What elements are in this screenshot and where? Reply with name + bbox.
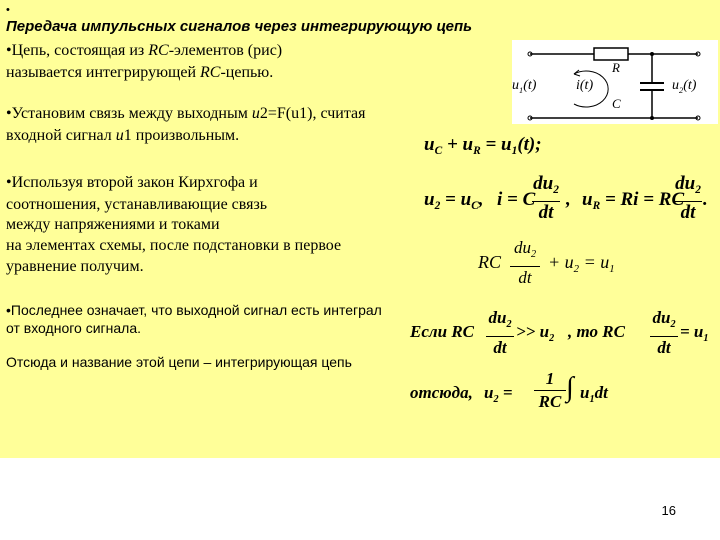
label-r: R bbox=[612, 60, 620, 75]
eq5-u2: $u_2$ = bbox=[484, 383, 513, 405]
rc-circuit-diagram bbox=[512, 40, 718, 124]
paragraph-3-line-2: соотношения, устанавливающие связь bbox=[6, 196, 268, 213]
paragraph-4-line-2: от входного сигнала. bbox=[6, 320, 141, 336]
eq4-fraction-1: $du_2$ dt bbox=[486, 308, 514, 358]
text: Последнее означает, что выходной сигнал есть интеграл bbox=[10, 302, 382, 318]
eq4-then: , то RC bbox=[568, 322, 625, 341]
paragraph-1-line-1 bbox=[6, 42, 282, 60]
u-term: u bbox=[251, 105, 260, 122]
text: называется интегрирующей bbox=[6, 64, 200, 81]
eq-u2-uc: $u_2 = u_C$, bbox=[424, 189, 484, 212]
bullet: • bbox=[6, 174, 12, 191]
slide-title: Передача импульсных сигналов через интегрирующую цепь bbox=[6, 18, 473, 35]
text: -элементов (рис) bbox=[168, 42, 283, 59]
eq-dot: . bbox=[703, 189, 708, 210]
eq-i-fraction: $du_2$ dt bbox=[533, 173, 559, 223]
text: -цепью. bbox=[220, 64, 274, 81]
label-c: C bbox=[612, 96, 621, 111]
text: входной сигнал bbox=[6, 127, 116, 144]
text: 1 произвольным. bbox=[123, 127, 240, 144]
paragraph-3-line-5: уравнение получим. bbox=[6, 258, 144, 275]
eq4-if: Если RC bbox=[410, 322, 474, 341]
label-u1: $u_1(t)$ bbox=[512, 78, 537, 95]
paragraph-1-line-2 bbox=[6, 64, 273, 82]
bullet: • bbox=[6, 42, 12, 59]
paragraph-3-line-3: между напряжениями и токами bbox=[6, 216, 220, 233]
paragraph-2-line-2 bbox=[6, 127, 239, 145]
eq5-from: отсюда, bbox=[410, 383, 473, 402]
paragraph-3-line-4: на элементах схемы, после подстановки в первое bbox=[6, 237, 342, 254]
eq5-fraction: 1 RC bbox=[534, 369, 566, 412]
text: Используя второй закон Кирхгофа и bbox=[11, 174, 258, 191]
resistor-symbol bbox=[594, 48, 628, 60]
text: 2=F(u1), считая bbox=[259, 105, 366, 122]
eq-i-label: i = C bbox=[497, 189, 536, 210]
eq4-fraction-2: $du_2$ dt bbox=[650, 308, 678, 358]
paragraph-4-line-1 bbox=[6, 302, 382, 318]
eq4-gg: >> $u_2$ bbox=[516, 322, 555, 344]
text: Цепь, состоящая из bbox=[11, 42, 149, 59]
paragraph-5-line-1: Отсюда и название этой цепи – интегрирующая цепь bbox=[6, 354, 352, 370]
eq-ur-fraction: $du_2$ dt bbox=[675, 173, 701, 223]
eq4-eq: = $u_1$ bbox=[680, 322, 709, 344]
text: Установим связь между выходным bbox=[11, 105, 252, 122]
eq3-rest: + $u_2 = u_1$ bbox=[548, 252, 615, 275]
eq3-rc: RC bbox=[478, 252, 502, 272]
equation-kirchhoff: $u_C + u_R = u_1(t)$; bbox=[424, 134, 542, 157]
paragraph-3-line-1 bbox=[6, 174, 258, 192]
label-u2: $u_2(t)$ bbox=[672, 78, 697, 95]
integral-sign: ∫ bbox=[566, 372, 574, 403]
bullet: • bbox=[6, 302, 11, 318]
page-number: 16 bbox=[661, 503, 676, 518]
label-i: i(t) bbox=[576, 78, 594, 93]
eq5-integrand: $u_1dt$ bbox=[580, 383, 608, 405]
eq3-fraction: $du_2$ dt bbox=[510, 238, 540, 288]
rc-term: RC bbox=[148, 42, 169, 59]
rc-term: RC bbox=[200, 64, 221, 81]
eq-ur: $u_R = Ri$ = RC bbox=[582, 189, 685, 212]
bullet: • bbox=[6, 105, 12, 122]
paragraph-2-line-1 bbox=[6, 105, 366, 123]
u-term: u bbox=[115, 127, 124, 144]
eq-comma: , bbox=[566, 189, 571, 210]
title-bullet: • bbox=[6, 4, 10, 16]
